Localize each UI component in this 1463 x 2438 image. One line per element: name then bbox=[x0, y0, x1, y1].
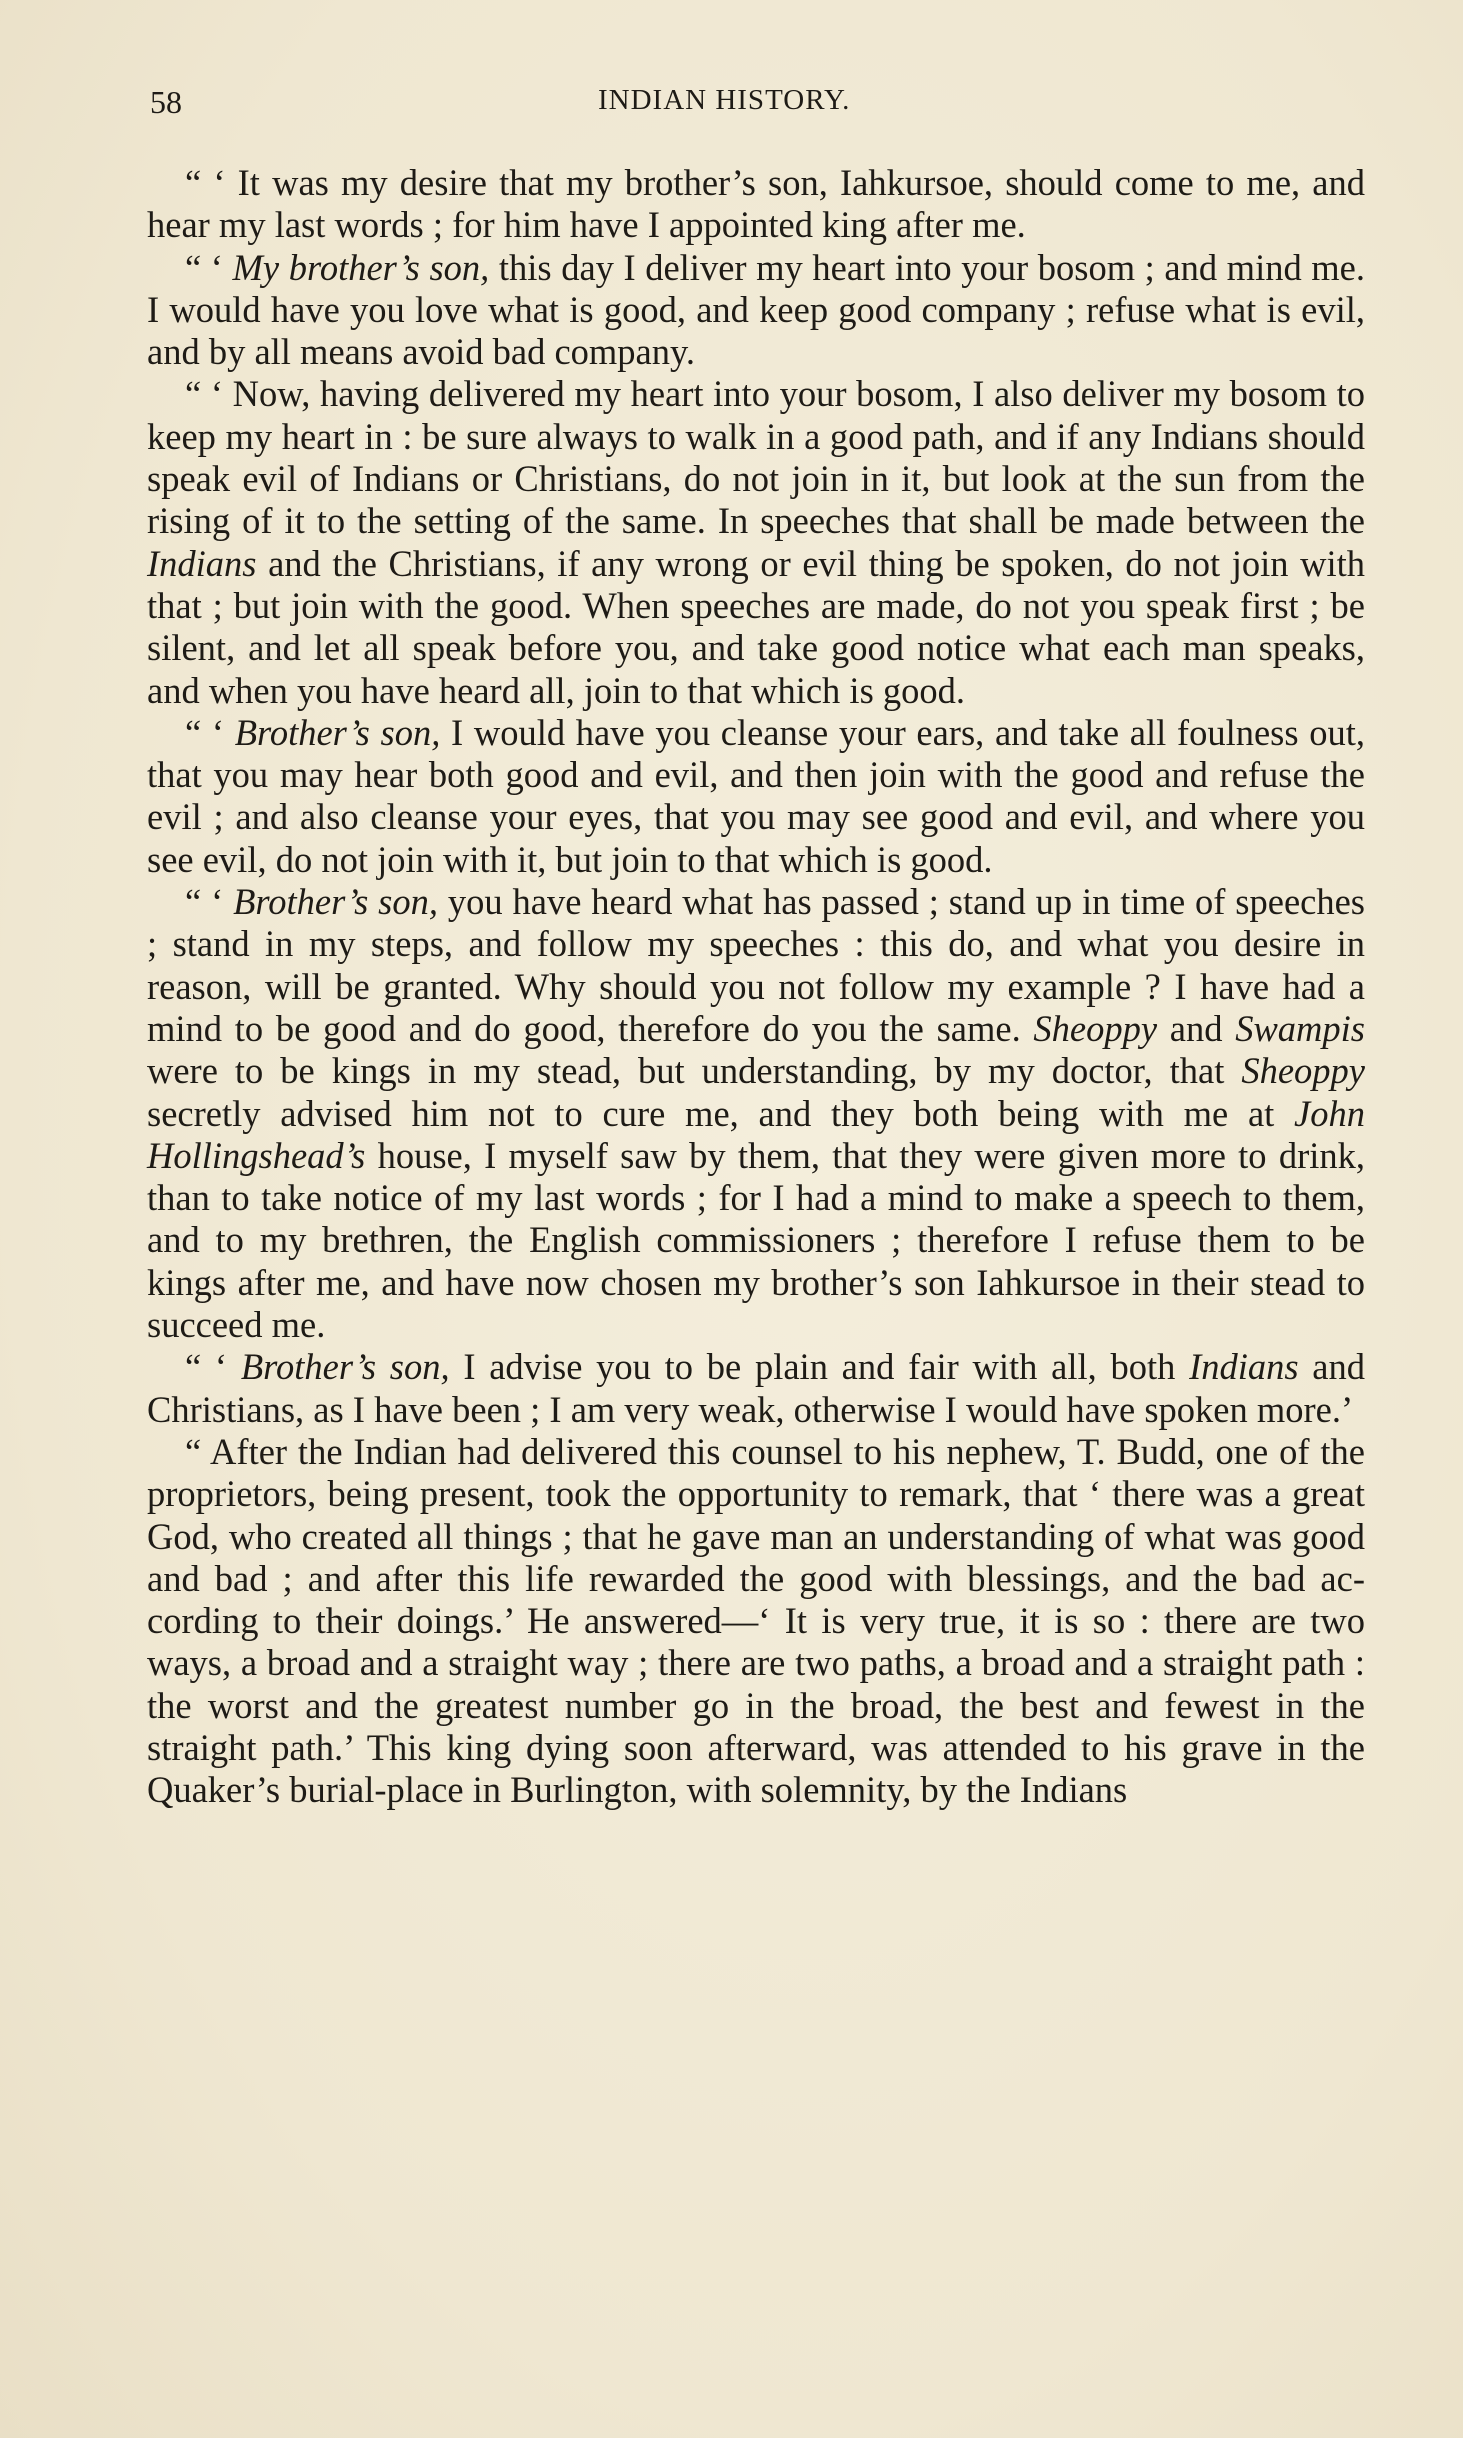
text-run: “ ‘ Now, having delivered my heart into your bosom, I also deliver my bosom to keep my heart in : be sure always to walk in a good path, and if any Indians should speak evil of Indians or Christians, do not join in it, but look at the sun from the rising of it to the setting of the same. In speeches that shall be made between the bbox=[147, 373, 1365, 542]
paragraph bbox=[147, 881, 1365, 1346]
text-run: “ ‘ It was my desire that my brother’s son, Iahkursoe, should come to me, and hear my last words ; for him have I appointed king after me. bbox=[147, 162, 1365, 246]
page-header bbox=[150, 84, 1365, 124]
text-run: “ ‘ bbox=[185, 881, 234, 923]
italic-text-run: John Hollingshead’s bbox=[147, 1092, 1365, 1176]
text-run: secretly advised him not to cure me, and they both being with me at bbox=[147, 1092, 1295, 1134]
italic-text-run: Sheoppy bbox=[1033, 1007, 1158, 1049]
page-number: 58 bbox=[150, 84, 182, 120]
text-run: and the Christians, if any wrong or evil thing be spoken, do not join with that ; but join with the good. When speeches are made, do not you speak first ; be silent, and let all speak before you, and take good notice what each man speaks, and when you have heard all, join to that which is good. bbox=[147, 542, 1365, 711]
text-run: you have heard what has passed ; stand up in time of speeches ; stand in my steps, and follow my speeches : this do, and what you desire in reason, will be granted. Why should you not follow my example ? I have had a mind to be good and do good, therefore do you the same. bbox=[147, 881, 1366, 1049]
text-run: this day I deliver my heart into your bosom ; and mind me. I would have you love what is good, and keep good company ; refuse what is evil, and by all means avoid bad company. bbox=[147, 246, 1366, 373]
text-run: “ ‘ bbox=[185, 1346, 241, 1388]
paragraph bbox=[147, 247, 1365, 374]
italic-text-run: Brother’s son, bbox=[234, 711, 441, 753]
paragraph bbox=[147, 373, 1365, 711]
text-run: “ ‘ bbox=[185, 711, 235, 753]
italic-text-run: Indians bbox=[1189, 1346, 1299, 1388]
body-text bbox=[147, 162, 1365, 1812]
text-run: I advise you to be plain and fair with all, both bbox=[449, 1346, 1190, 1388]
text-run: house, I myself saw by them, that they were given more to drink, than to take notice of my last words ; for I had a mind to make a speech to them, and to my brethren, the English commissioners ; therefore I refuse them to be kings after me, and have now chosen my brother’s son Iahkursoe in their stead to succeed me. bbox=[147, 1134, 1365, 1346]
text-run: were to be kings in my stead, but understanding, by my doctor, that bbox=[147, 1050, 1242, 1092]
text-run: “ After the Indian had delivered this counsel to his nephew, T. Budd, one of the proprietors, being present, took the opportunity to remark, that ‘ there was a great God, who created all things ; that he gave man an understanding of what was good and bad ; and after this life rewarded the good with blessings, and the bad according to their doings.’ He answered—‘ It is very true, it is so : there are two ways, a broad and a straight way ; there are two paths, a broad and a straight path : the worst and the greatest number go in the broad, the best and fewest in the straight path.’ This king dying soon afterward, was attended to his grave in the Quaker’s burial-place in Burlington, with solemnity, by the Indians bbox=[147, 1430, 1365, 1811]
italic-text-run: Sheoppy bbox=[1241, 1050, 1365, 1092]
paragraph bbox=[147, 712, 1365, 881]
italic-text-run: Indians bbox=[147, 542, 257, 584]
italic-text-run: Brother’s son, bbox=[233, 881, 439, 923]
text-run: and Christians, as I have been ; I am very weak, otherwise I would have spoken more.’ bbox=[147, 1346, 1366, 1430]
paragraph bbox=[147, 1431, 1365, 1812]
paragraph bbox=[147, 1346, 1365, 1431]
running-head: INDIAN HISTORY. bbox=[598, 84, 851, 116]
italic-text-run: Brother’s son, bbox=[240, 1346, 450, 1388]
text-run: and bbox=[1157, 1007, 1236, 1049]
text-run: “ ‘ bbox=[185, 246, 233, 288]
paragraph bbox=[147, 162, 1365, 247]
text-run: I would have you cleanse your ears, and take all foulness out, that you may hear both good and evil, and then join with the good and refuse the evil ; and also cleanse your eyes, that you may see good and evil, and where you see evil, do not join with it, but join to that which is good. bbox=[147, 711, 1366, 880]
italic-text-run: Swampis bbox=[1235, 1007, 1365, 1049]
italic-text-run: My brother’s son, bbox=[232, 246, 490, 288]
